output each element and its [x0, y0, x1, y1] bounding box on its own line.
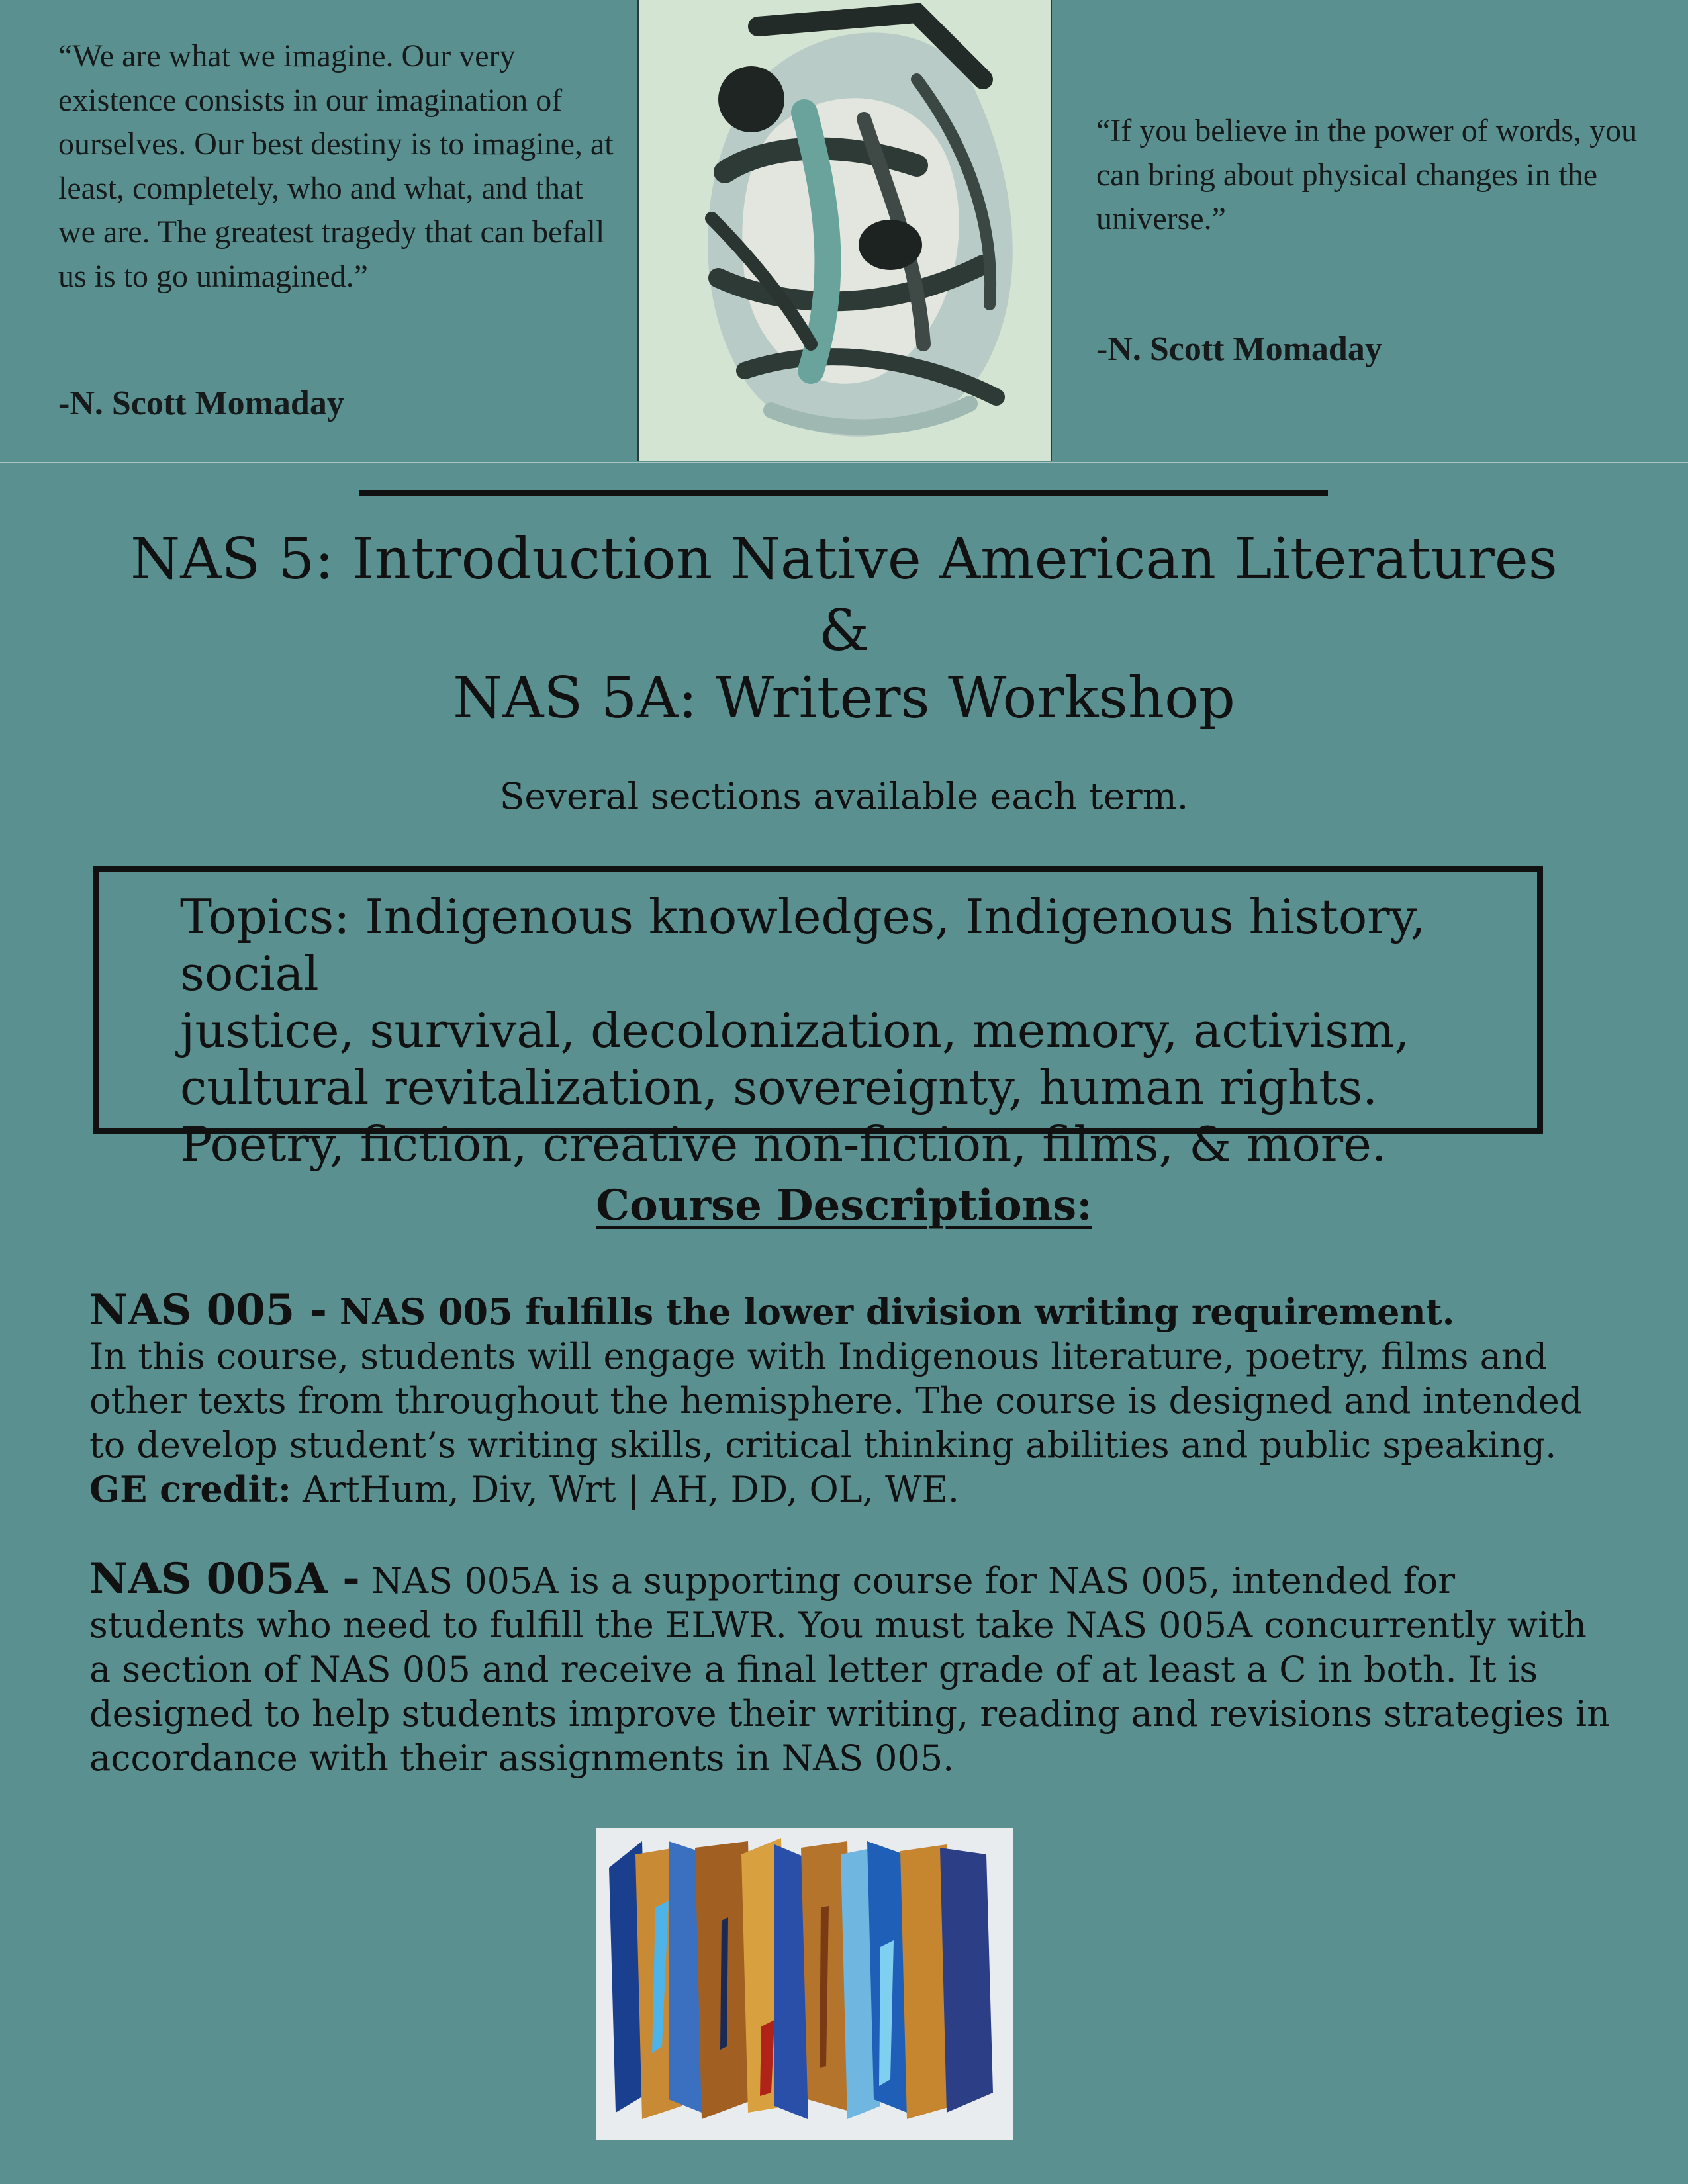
course-requirement: NAS 005 fulfills the lower division writing requirement. [327, 1291, 1455, 1333]
title-ampersand: & [818, 598, 870, 664]
topics-line: cultural revitalization, sovereignty, human rights. [180, 1060, 1378, 1115]
ge-credit-label: GE credit: [89, 1468, 291, 1510]
course-descriptions-heading: Course Descriptions: [596, 1181, 1092, 1230]
course-text-line: other texts from throughout the hemisphere. The course is designed and intended [89, 1380, 1583, 1422]
sections-note: Several sections available each term. [499, 775, 1189, 817]
ge-credit-value: ArtHum, Div, Wrt | AH, DD, OL, WE. [291, 1469, 960, 1510]
course-text-line: In this course, students will engage with Indigenous literature, poetry, films and [89, 1336, 1548, 1377]
course-text-line: to develop student’s writing skills, critical thinking abilities and public speaking. [89, 1424, 1557, 1466]
course-text-line: a section of NAS 005 and receive a final letter grade of at least a C in both. It is [89, 1649, 1538, 1690]
course-nas005a [89, 1554, 1612, 1780]
topics-box [93, 866, 1543, 1172]
title-rule [359, 490, 1328, 496]
quote-left-attribution: -N. Scott Momaday [58, 385, 344, 422]
abstract-face-painting [637, 0, 1052, 461]
course-text-line: designed to help students improve their writing, reading and revisions strategies in [89, 1693, 1610, 1735]
course-code: NAS 005 - [89, 1285, 328, 1335]
topics-line: justice, survival, decolonization, memory, activism, [180, 1003, 1410, 1058]
course-code: NAS 005A - [89, 1554, 360, 1604]
title-line-2: NAS 5A: Writers Workshop [453, 665, 1235, 731]
topics-text [180, 888, 1504, 1173]
header-divider [0, 462, 1688, 463]
title-line-1: NAS 5: Introduction Native American Literatures [130, 526, 1558, 592]
course-text-line: accordance with their assignments in NAS 005. [89, 1737, 955, 1779]
course-nas005 [89, 1285, 1612, 1512]
quote-left: “We are what we imagine. Our very existence consists in our imagination of ourselves. Our best destiny is to imagine, at least, completely, who and what, and that we are. The greatest tragedy that can befall us is to go unimagined.” [58, 38, 614, 294]
course-text-line: students who need to fulfill the ELWR. You must take NAS 005A concurrently with [89, 1604, 1587, 1646]
quote-right-attribution: -N. Scott Momaday [1096, 330, 1382, 368]
abstract-color-painting [596, 1828, 1013, 2140]
quote-right: “If you believe in the power of words, you can bring about physical changes in the universe.” [1096, 113, 1638, 236]
topics-line: Poetry, fiction, creative non-fiction, films, & more. [180, 1116, 1387, 1172]
topics-line: Topics: Indigenous knowledges, Indigenous history, social [180, 889, 1426, 1001]
course-text-line: NAS 005A is a supporting course for NAS 005, intended for [359, 1560, 1456, 1602]
